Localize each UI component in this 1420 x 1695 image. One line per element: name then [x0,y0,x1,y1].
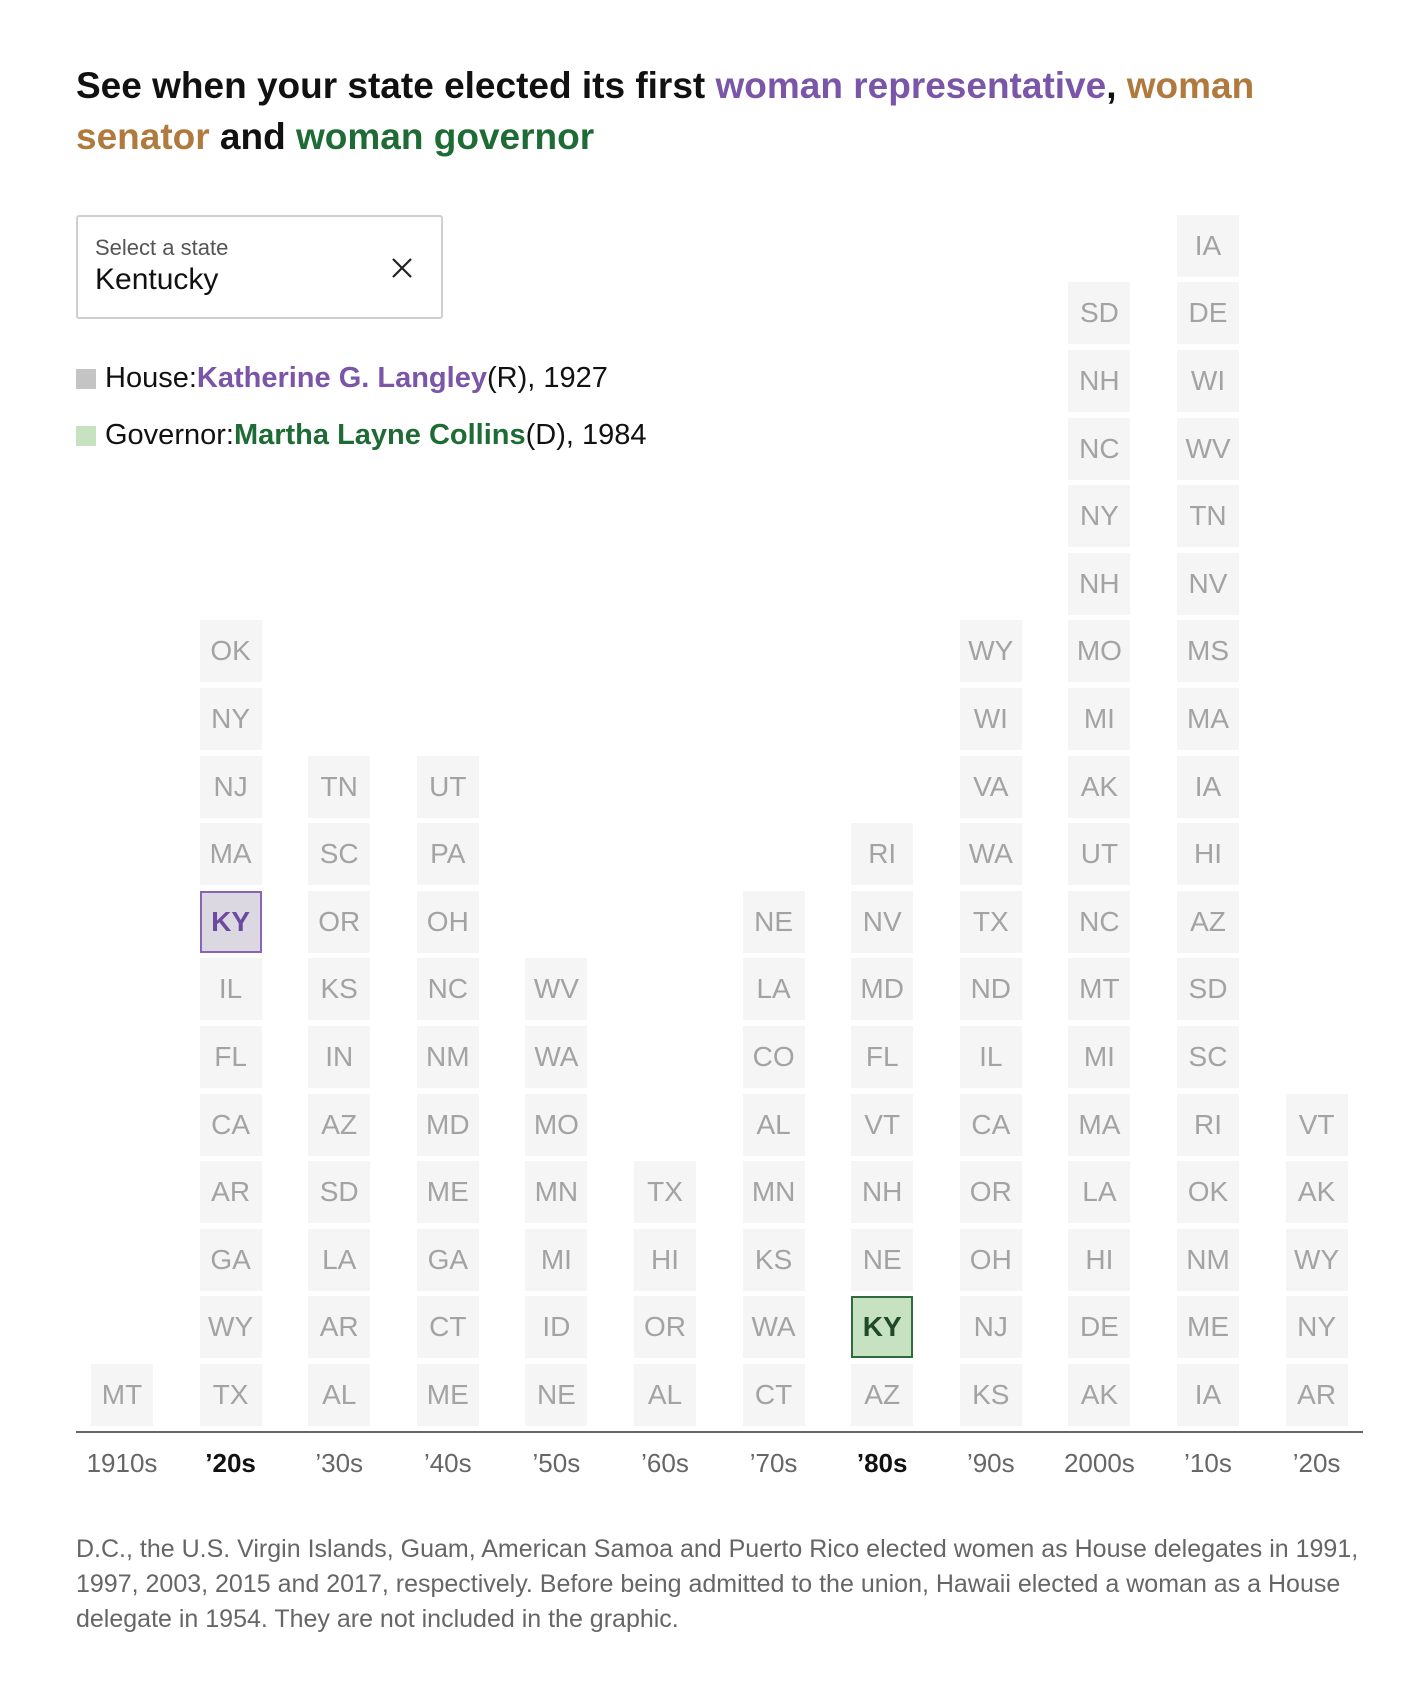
state-tile: DE [1068,1296,1130,1358]
state-tile: AL [308,1364,370,1426]
state-tile: OK [200,620,262,682]
state-tile: OK [1177,1161,1239,1223]
state-tile: NJ [960,1296,1022,1358]
state-tile: NJ [200,756,262,818]
state-tile: AR [308,1296,370,1358]
state-tile: HI [1177,823,1239,885]
state-tile: IA [1177,756,1239,818]
state-tile: AK [1068,1364,1130,1426]
state-tile: NV [851,891,913,953]
state-tile: NC [1068,891,1130,953]
state-tile: NH [1068,553,1130,615]
state-tile: LA [308,1229,370,1291]
state-tile: DE [1177,282,1239,344]
state-tile: NM [1177,1229,1239,1291]
state-tile: NE [525,1364,587,1426]
state-tile: AR [200,1161,262,1223]
state-tile: MI [1068,688,1130,750]
state-tile: WI [1177,350,1239,412]
legend-governor-swatch [76,426,96,446]
state-tile: SD [1177,958,1239,1020]
legend-house-swatch [76,369,96,389]
decade-label: ’20s [205,1448,256,1478]
state-tile: GA [417,1229,479,1291]
state-tile: LA [1068,1161,1130,1223]
state-tile: TX [200,1364,262,1426]
state-tile: ME [417,1364,479,1426]
legend-governor-name: Martha Layne Collins [233,419,526,451]
state-tile: IN [308,1026,370,1088]
decade-label: ’50s [532,1448,581,1478]
state-tile: GA [200,1229,262,1291]
x-axis-line [76,1431,1363,1433]
title-sep-1: , [1106,65,1127,106]
state-tile: NM [417,1026,479,1088]
state-tile: IA [1177,215,1239,277]
legend-house-prefix: House: [105,362,197,394]
decade-label: ’60s [641,1448,689,1478]
state-tile: TN [308,756,370,818]
title-senate-term: woman senator [76,65,1255,157]
decade-label: ’90s [966,1448,1015,1478]
state-tile: MI [525,1229,587,1291]
state-tile: KS [960,1364,1022,1426]
state-tile: TX [960,891,1022,953]
title-house-term: woman representative [715,65,1107,106]
state-tile: FL [200,1026,262,1088]
state-tile: SD [1068,282,1130,344]
state-tile: NE [743,891,805,953]
state-tile: AR [1286,1364,1348,1426]
state-tile: WA [743,1296,805,1358]
state-tile: OR [960,1161,1022,1223]
state-tile: AZ [308,1094,370,1156]
legend-governor-suffix: (D), 1984 [525,419,647,451]
state-tile: WI [960,688,1022,750]
state-select-value[interactable]: Kentucky [95,263,219,296]
decade-label: ’30s [315,1448,364,1478]
state-select-label: Select a state [95,235,229,260]
state-tile: NH [851,1161,913,1223]
state-tile: RI [1177,1094,1239,1156]
legend-governor [76,419,647,452]
state-tile: WV [525,958,587,1020]
state-tile: MS [1177,620,1239,682]
legend-house [76,362,608,395]
state-tile: MN [525,1161,587,1223]
state-tile: OH [960,1229,1022,1291]
title-governor-term: woman governor [296,116,595,157]
state-tile: AL [634,1364,696,1426]
state-tile: UT [1068,823,1130,885]
state-tile: AK [1068,756,1130,818]
state-tile: IL [200,958,262,1020]
decade-label: ’40s [423,1448,472,1478]
state-tile: MD [417,1094,479,1156]
state-tile: HI [1068,1229,1130,1291]
state-tile: NY [200,688,262,750]
state-tile: ID [525,1296,587,1358]
decade-label: ’10s [1184,1448,1232,1478]
state-tile: MN [743,1161,805,1223]
state-tile: CA [960,1094,1022,1156]
title-sep-2: and [209,116,296,157]
state-tile: AL [743,1094,805,1156]
state-tile: OH [417,891,479,953]
state-tile: IL [960,1026,1022,1088]
state-tile: KS [308,958,370,1020]
state-tile: WA [960,823,1022,885]
state-tile: MO [1068,620,1130,682]
state-tile: HI [634,1229,696,1291]
state-tile: CO [743,1026,805,1088]
decade-label: ’20s [1292,1448,1341,1478]
state-tile: ME [1177,1296,1239,1358]
state-tile: WY [960,620,1022,682]
state-tile: SD [308,1161,370,1223]
state-tile: AZ [851,1364,913,1426]
state-tile: SC [308,823,370,885]
state-tile: NC [417,958,479,1020]
state-tile: NE [851,1229,913,1291]
state-tile: NY [1286,1296,1348,1358]
state-tile: UT [417,756,479,818]
decade-label: ’70s [749,1448,798,1478]
state-tile: MI [1068,1026,1130,1088]
state-tile: MA [200,823,262,885]
state-tile: CA [200,1094,262,1156]
state-tile: TN [1177,485,1239,547]
state-tile: CT [417,1296,479,1358]
title-pre: See when your state elected its first [76,65,716,106]
state-tile: FL [851,1026,913,1088]
legend-house-suffix: (R), 1927 [486,362,608,394]
state-tile: MT [1068,958,1130,1020]
state-tile: NY [1068,485,1130,547]
state-tile: MA [1177,688,1239,750]
decade-label: ’80s [856,1448,908,1478]
state-tile: ND [960,958,1022,1020]
state-tile: NH [1068,350,1130,412]
state-tile: MT [91,1364,153,1426]
legend-governor-prefix: Governor: [105,419,234,451]
state-tile: AK [1286,1161,1348,1223]
decade-label: 1910s [86,1448,158,1478]
close-icon [390,256,414,280]
state-tile: WA [525,1026,587,1088]
state-tile: MA [1068,1094,1130,1156]
state-tile: KS [743,1229,805,1291]
state-tile: NC [1068,418,1130,480]
state-tile: MO [525,1094,587,1156]
state-tile: MD [851,958,913,1020]
state-select[interactable] [76,215,443,319]
state-tile: LA [743,958,805,1020]
state-tile: VT [1286,1094,1348,1156]
state-tile: SC [1177,1026,1239,1088]
state-tile: WY [1286,1229,1348,1291]
chart-title [76,60,1366,162]
state-tile: RI [851,823,913,885]
footnote: D.C., the U.S. Virgin Islands, Guam, American Samoa and Puerto Rico elected women as House delegates in 1991, 1997, 2003, 2015 and 2017, respectively. Before being admitted to the union, Hawaii elected a woman as a House delegate in 1954. They are not included in the graphic. [76,1535,1359,1633]
state-tile: TX [634,1161,696,1223]
state-tile: VT [851,1094,913,1156]
state-tile: WV [1177,418,1239,480]
clear-selection-button[interactable] [385,251,419,285]
tile-ky-governor: KY [851,1296,913,1358]
state-tile: WY [200,1296,262,1358]
legend-house-name: Katherine G. Langley [196,362,487,394]
state-tile: CT [743,1364,805,1426]
state-tile: OR [308,891,370,953]
state-tile: PA [417,823,479,885]
state-tile: ME [417,1161,479,1223]
state-tile: AZ [1177,891,1239,953]
tile-ky-house: KY [200,891,262,953]
decade-label: 2000s [1063,1448,1135,1478]
state-tile: VA [960,756,1022,818]
state-tile: IA [1177,1364,1239,1426]
state-tile: NV [1177,553,1239,615]
state-tile: OR [634,1296,696,1358]
